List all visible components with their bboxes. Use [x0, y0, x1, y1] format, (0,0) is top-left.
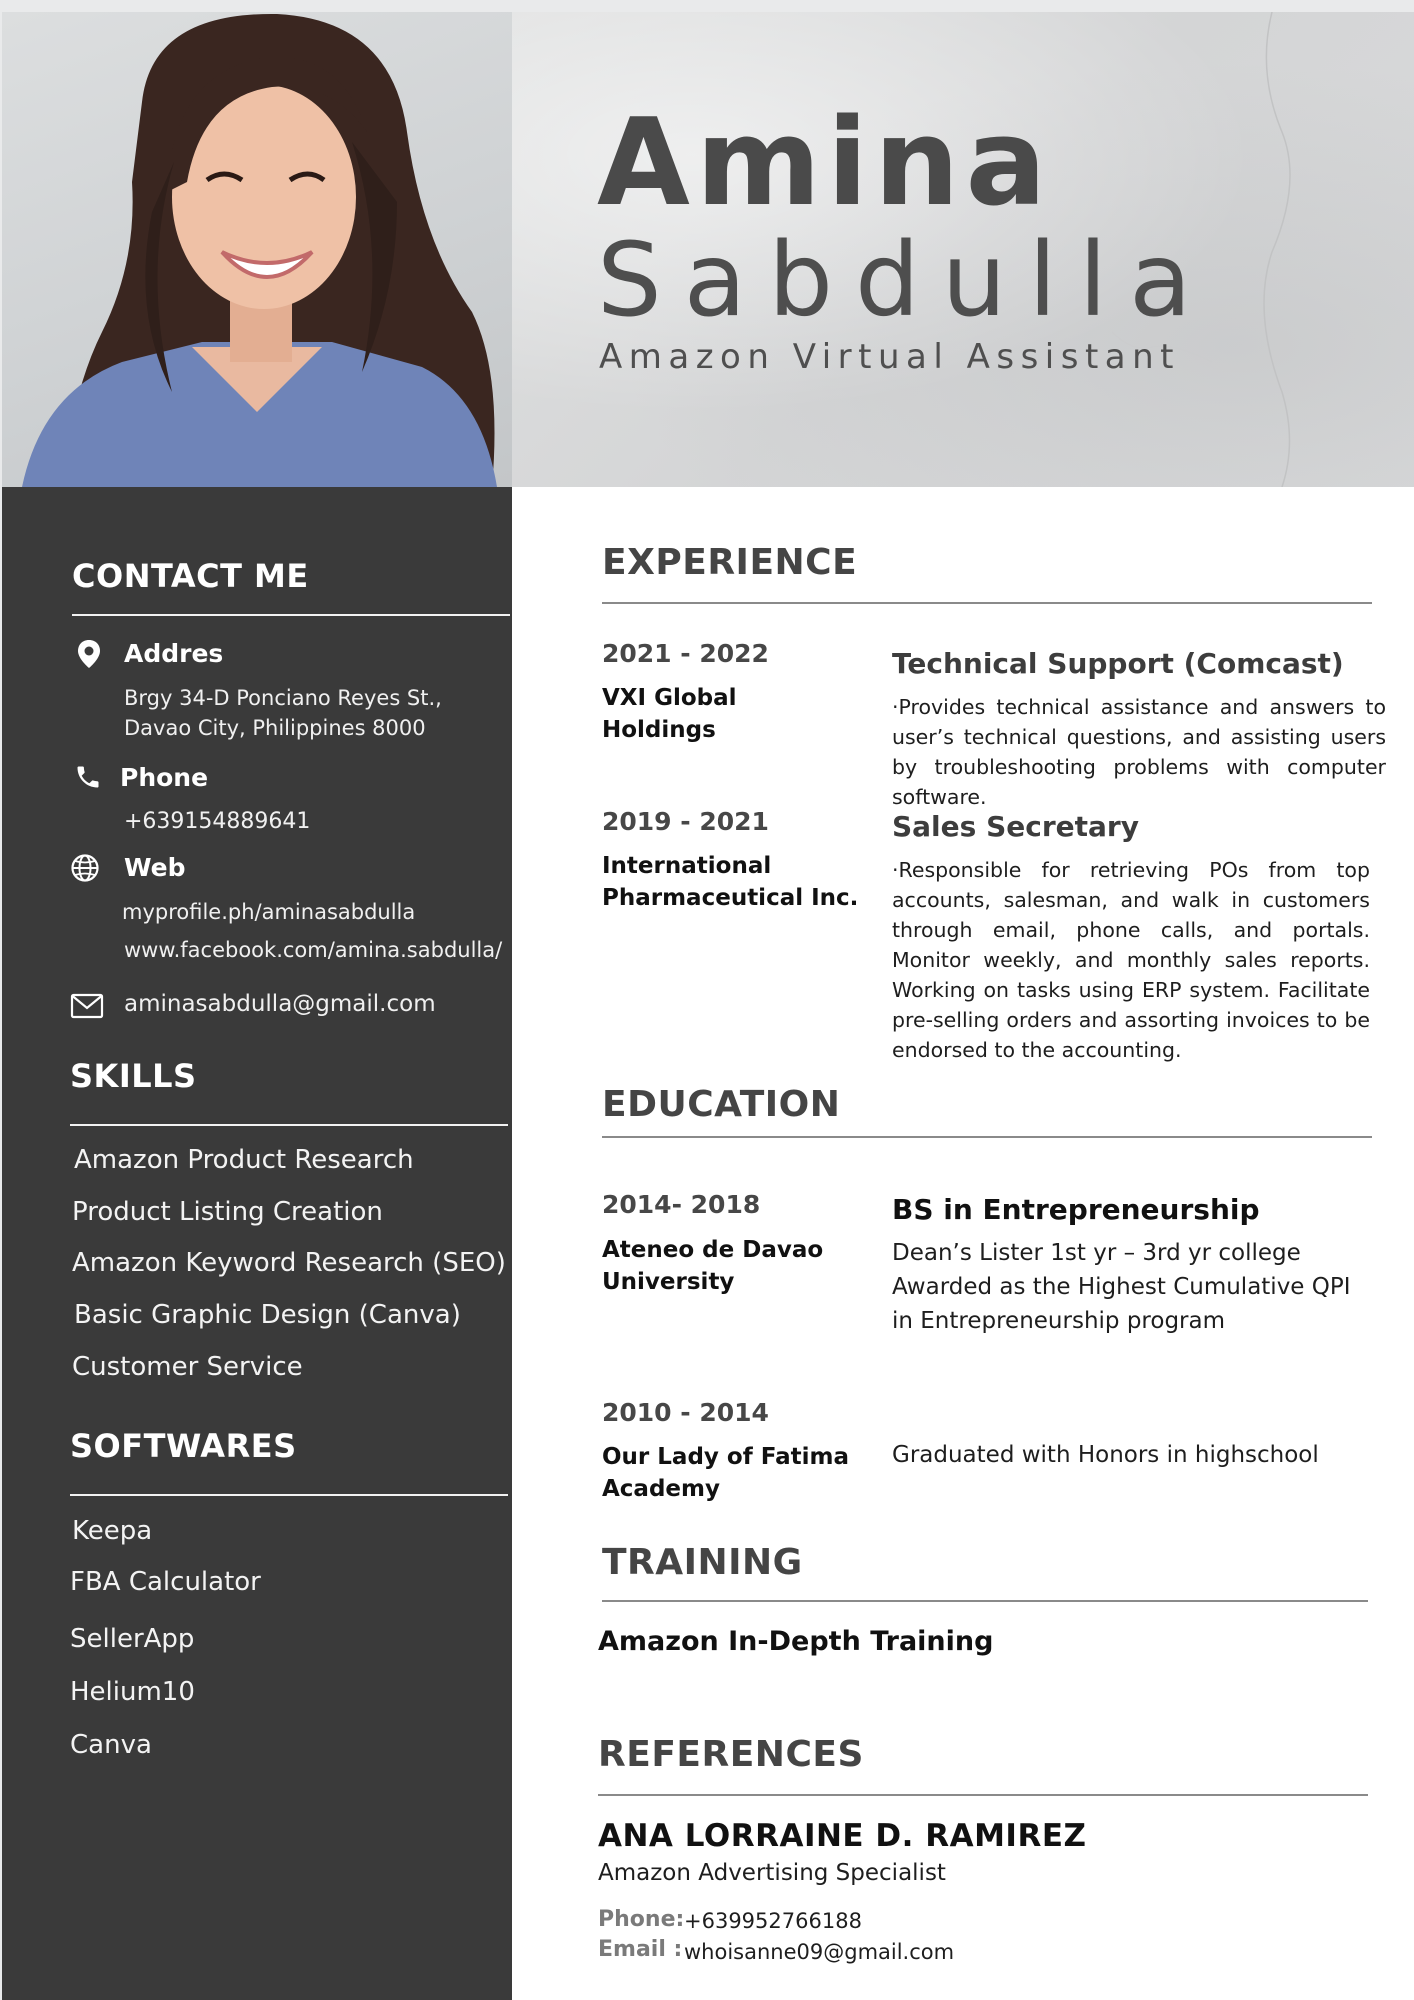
education-school-line-2: University: [602, 1269, 735, 1295]
profile-photo-illustration: [2, 12, 512, 487]
education-divider: [602, 1136, 1372, 1138]
skill-item: Amazon Keyword Research (SEO): [72, 1248, 506, 1278]
education-detail: in Entrepreneurship program: [892, 1308, 1226, 1334]
contact-heading: CONTACT ME: [72, 557, 309, 595]
experience-company-line-2: Pharmaceutical Inc.: [602, 885, 859, 911]
reference-role: Amazon Advertising Specialist: [598, 1860, 946, 1886]
software-item: Helium10: [70, 1677, 195, 1707]
first-name: Amina: [597, 94, 1053, 233]
reference-email-label: Email :: [598, 1937, 683, 1962]
education-detail: Dean’s Lister 1st yr – 3rd yr college: [892, 1240, 1301, 1266]
skill-item: Customer Service: [72, 1352, 303, 1382]
web-label: Web: [124, 853, 186, 882]
address-line-2: Davao City, Philippines 8000: [124, 716, 426, 740]
phone-number: +639154889641: [124, 809, 311, 834]
web-link-facebook[interactable]: www.facebook.com/amina.sabdulla/: [124, 938, 503, 962]
skill-item: Amazon Product Research: [74, 1145, 414, 1175]
reference-email[interactable]: whoisanne09@gmail.com: [684, 1940, 955, 1964]
reference-phone-label: Phone:: [598, 1907, 685, 1932]
reference-phone: +639952766188: [684, 1909, 862, 1933]
contact-divider: [72, 614, 510, 616]
experience-period: 2021 - 2022: [602, 639, 769, 668]
education-school-line-2: Academy: [602, 1476, 720, 1502]
experience-description: ·Provides technical assistance and answers to user’s technical questions, and assisting users by troubleshooting problems with computer software.: [892, 695, 1386, 809]
resume-page: [2, 12, 1414, 2000]
address-label: Addres: [124, 639, 224, 668]
training-divider: [602, 1600, 1368, 1602]
software-item: FBA Calculator: [70, 1567, 261, 1597]
software-item: Keepa: [72, 1516, 153, 1546]
reference-name: ANA LORRAINE D. RAMIREZ: [598, 1818, 1087, 1854]
header-banner: [512, 12, 1414, 487]
last-name: Sabdulla: [597, 221, 1214, 340]
experience-role: Technical Support (Comcast): [892, 647, 1344, 680]
education-detail: Awarded as the Highest Cumulative QPI: [892, 1274, 1351, 1300]
skills-divider: [70, 1124, 508, 1126]
education-period: 2010 - 2014: [602, 1398, 769, 1427]
skills-heading: SKILLS: [70, 1057, 197, 1095]
experience-period: 2019 - 2021: [602, 807, 769, 836]
profile-photo: [2, 12, 512, 487]
references-divider: [598, 1794, 1368, 1796]
job-title: Amazon Virtual Assistant: [599, 337, 1181, 377]
email-address[interactable]: aminasabdulla@gmail.com: [124, 991, 436, 1017]
education-period: 2014- 2018: [602, 1190, 761, 1219]
experience-heading: EXPERIENCE: [602, 542, 858, 583]
phone-icon: [74, 763, 102, 791]
training-title: Amazon In-Depth Training: [598, 1626, 994, 1657]
web-link-profile[interactable]: myprofile.ph/aminasabdulla: [122, 900, 416, 924]
experience-company-line-1: International: [602, 853, 772, 879]
softwares-heading: SOFTWARES: [70, 1427, 297, 1465]
skill-item: Basic Graphic Design (Canva): [74, 1300, 461, 1330]
softwares-divider: [70, 1494, 508, 1496]
sidebar: [2, 487, 512, 2000]
globe-icon: [70, 853, 100, 883]
education-detail: Graduated with Honors in highschool: [892, 1442, 1319, 1468]
address-line-1: Brgy 34-D Ponciano Reyes St.,: [124, 686, 442, 710]
experience-divider: [602, 602, 1372, 604]
phone-label: Phone: [120, 763, 209, 792]
software-item: Canva: [70, 1730, 152, 1760]
skill-item: Product Listing Creation: [72, 1197, 383, 1227]
training-heading: TRAINING: [602, 1542, 803, 1583]
education-degree: BS in Entrepreneurship: [892, 1193, 1260, 1226]
experience-company: VXI Global Holdings: [602, 685, 737, 743]
education-school-line-1: Our Lady of Fatima: [602, 1444, 849, 1470]
education-heading: EDUCATION: [602, 1084, 841, 1125]
references-heading: REFERENCES: [598, 1734, 864, 1775]
experience-description: ·Responsible for retrieving POs from top accounts, salesman, and walk in customers through email, phone calls, and portals. Monitor weekly, and monthly sales reports. Working on tasks using ERP system. Facilitate pre-selling orders and assorting invoices to be endorsed to the accounting.: [892, 858, 1370, 1062]
experience-role: Sales Secretary: [892, 810, 1139, 843]
envelope-icon: [70, 992, 104, 1020]
software-item: SellerApp: [70, 1624, 195, 1654]
education-school-line-1: Ateneo de Davao: [602, 1237, 824, 1263]
location-pin-icon: [74, 639, 104, 669]
